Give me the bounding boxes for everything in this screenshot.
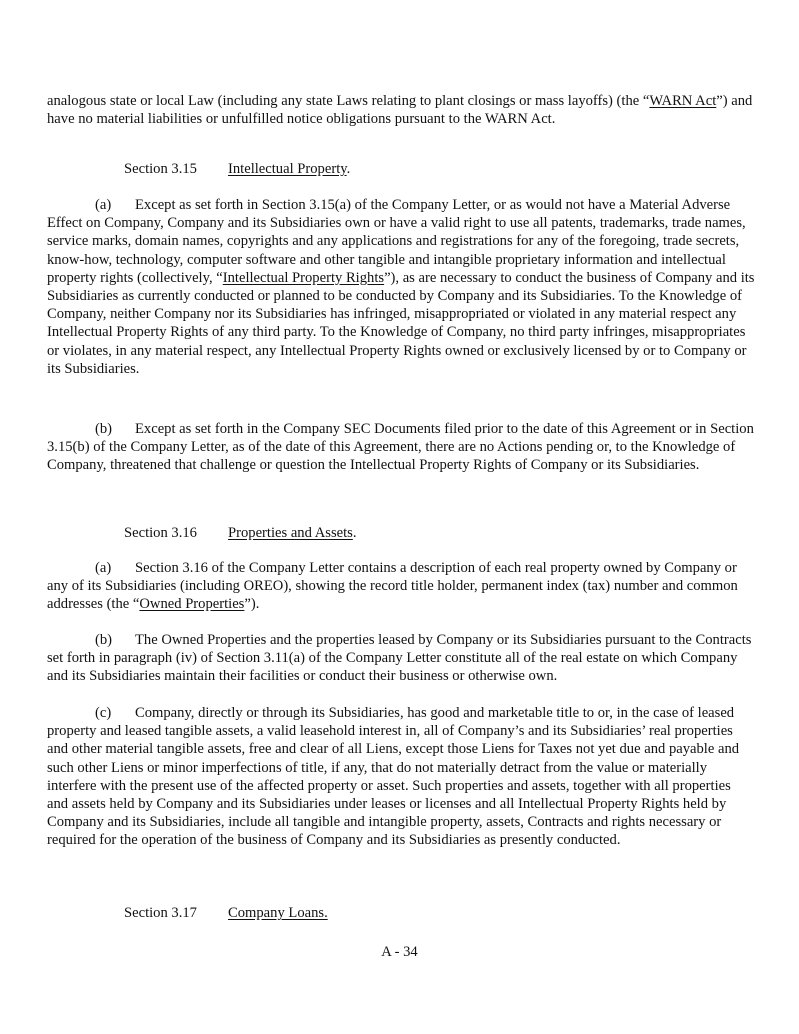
section-title: Company Loans.: [228, 905, 328, 921]
paragraph-text: Company, directly or through its Subsidiaries, has good and marketable title to or, in the case of leased property and leased tangible assets, a valid leasehold interest in, all of Company’s and its Subsidiaries’ real properties and other material tangible assets, free and clear of all Liens, except those Liens for Taxes not yet due and payable and such other Liens or minor imperfections of title, if any, that do not materially detract from the value or materially interfere with the present use of the affected property or asset. Such properties and assets, together with all properties and assets held by Company and its Subsidiaries under leases or licenses and all Intellectual Property Rights held by Company and its Subsidiaries, include all tangible and intangible property, assets, Contracts and rights necessary or required for the operation of the business of Company and its Subsidiaries as presently conducted.: [47, 705, 740, 849]
section-3-16-c: [47, 704, 755, 850]
section-number: Section 3.15: [124, 161, 197, 177]
paragraph-text: Except as set forth in Section 3.15(a) of the Company Letter, or as would not have a Material Adverse Effect on Company, Company and its Subsidiaries own or have a valid right to use all patents, trademarks, trade names, service marks, domain names, copyrights and any applications and registrations for any of the foregoing, trade secrets, know-how, technology, computer software and other tangible and intangible proprietary information and intellectual property rights (collectively, “: [47, 197, 746, 286]
continuation-text: analogous state or local Law (including any state Laws relating to plant closings or mass layoffs) (the “: [47, 93, 650, 109]
section-title-suffix: .: [346, 161, 351, 177]
section-3-16-a: [47, 559, 755, 614]
section-number: Section 3.17: [124, 905, 197, 921]
paragraph-text-end: ”), as are necessary to conduct the business of Company and its Subsidiaries as currently conducted or planned to be conducted by Company and its Subsidiaries. To the Knowledge of Company, neither Company nor its Subsidiaries has infringed, misappropriated or violated in any material respect any Intellectual Property Rights of any third party. To the Knowledge of Company, no third party infringes, misappropriates or violates, in any material respect, any Intellectual Property Rights owned or exclusively licensed by or to Company or its Subsidiaries.: [47, 269, 755, 377]
section-title: Properties and Assets: [228, 525, 353, 541]
section-3-17-heading: [124, 904, 328, 922]
paragraph-label: (c): [95, 705, 112, 721]
paragraph-text-end: ”).: [244, 596, 260, 613]
paragraph-label: (b): [95, 632, 113, 648]
continuation-text-end: ”) and have no material liabilities or unfulfilled notice obligations pursuant to the WARN Act.: [47, 93, 753, 128]
page-number: A - 34: [381, 944, 418, 960]
section-title: Intellectual Property: [228, 161, 347, 177]
paragraph-text: Section 3.16 of the Company Letter contains a description of each real property owned by Company or any of its Subsidiaries (including OREO), showing the record title holder, permanent index (tax) number and common addresses (the “: [47, 560, 738, 613]
section-3-16-heading: [124, 524, 357, 542]
paragraph-text: The Owned Properties and the properties leased by Company or its Subsidiaries pursuant to the Contracts set forth in paragraph (iv) of Section 3.11(a) of the Company Letter constitute all of the real estate on which Company and its Subsidiaries maintain their facilities or conduct their business or otherwise own.: [47, 632, 752, 685]
section-3-15-b: [47, 420, 755, 475]
defined-term-owned-properties: Owned Properties: [139, 596, 245, 613]
defined-term-warn-act: WARN Act: [649, 93, 717, 109]
section-3-16-b: [47, 631, 755, 686]
paragraph-label: (a): [95, 560, 112, 576]
section-3-15-heading: [124, 160, 350, 178]
paragraph-label: (b): [95, 421, 113, 437]
warn-act-continuation: [47, 92, 755, 128]
section-3-15-a: [47, 196, 755, 378]
section-title-suffix: .: [352, 525, 357, 541]
defined-term-ip-rights: Intellectual Property Rights: [222, 269, 385, 286]
paragraph-label: (a): [95, 197, 112, 213]
section-number: Section 3.16: [124, 525, 197, 541]
paragraph-text: Except as set forth in the Company SEC Documents filed prior to the date of this Agreement or in Section 3.15(b) of the Company Letter, as of the date of this Agreement, there are no Actions pending or, to the Knowledge of Company, threatened that challenge or question the Intellectual Property Rights of Company or its Subsidiaries.: [47, 421, 754, 474]
